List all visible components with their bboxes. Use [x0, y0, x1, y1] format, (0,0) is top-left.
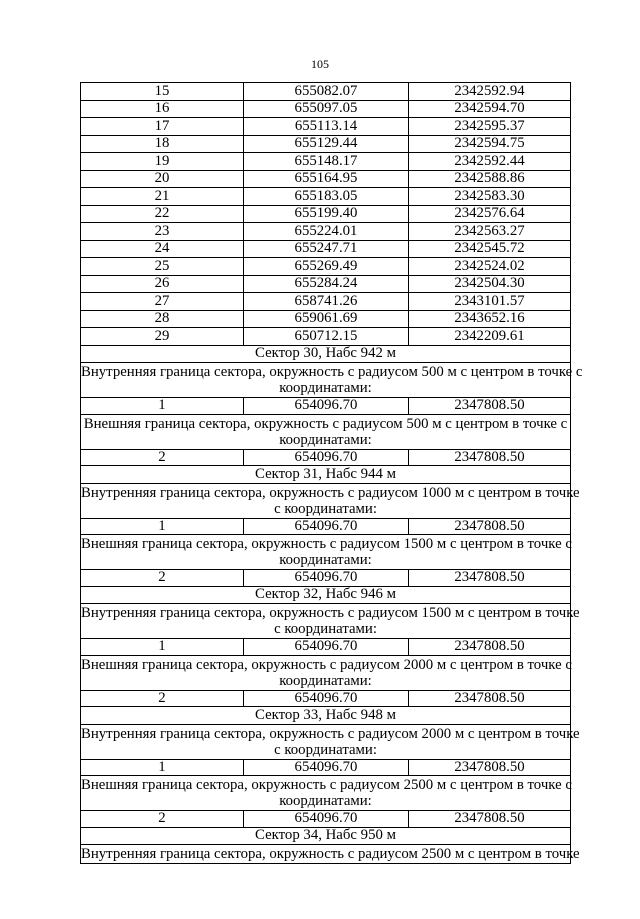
table-row — [81, 240, 571, 258]
coordinate-y: 2342583.30 — [409, 188, 571, 206]
outer-boundary-row — [81, 655, 571, 690]
page-number: 105 — [311, 57, 329, 71]
center-point-row — [81, 639, 571, 656]
coordinate-y: 2347808.50 — [409, 811, 571, 828]
point-number: 28 — [81, 310, 244, 328]
description-line: координатами: — [279, 793, 372, 809]
table-row — [81, 310, 571, 328]
center-point-row — [81, 811, 571, 828]
coordinate-x: 654096.70 — [244, 811, 409, 828]
coordinate-y: 2342594.75 — [409, 135, 571, 153]
table-row — [81, 170, 571, 188]
description-line: координатами: — [279, 552, 372, 568]
table-row — [81, 258, 571, 276]
coordinate-x: 655183.05 — [244, 188, 409, 206]
coordinate-x: 655148.17 — [244, 153, 409, 171]
inner-boundary-description — [81, 483, 580, 518]
description-line: с координатами: — [274, 741, 377, 758]
table-row — [81, 135, 571, 153]
description-line: Внутренняя граница сектора, окружность с радиусом 2000 м с центром в точке — [81, 725, 580, 742]
table-row — [81, 118, 571, 136]
point-number: 23 — [81, 223, 244, 241]
coordinate-x: 654096.70 — [244, 570, 409, 587]
coordinate-y: 2347808.50 — [409, 759, 571, 776]
inner-boundary-row — [81, 483, 571, 518]
coordinates-table-body — [81, 82, 583, 864]
coordinate-x: 655284.24 — [244, 275, 409, 293]
outer-boundary-row — [81, 776, 571, 811]
outer-boundary-description — [81, 414, 571, 449]
table-row — [81, 275, 571, 293]
sector-title: Сектор 31, Набс 944 м — [81, 466, 571, 484]
outer-boundary-description — [81, 655, 571, 690]
sector-title: Сектор 34, Набс 950 м — [81, 827, 571, 845]
sector-title: Сектор 30, Набс 942 м — [81, 345, 571, 363]
inner-boundary-description — [81, 724, 580, 759]
coordinate-x: 654096.70 — [244, 759, 409, 776]
coordinate-x: 655113.14 — [244, 118, 409, 136]
description-line: Внутренняя граница сектора, окружность с радиусом 1000 м с центром в точке — [81, 484, 580, 501]
point-number: 19 — [81, 153, 244, 171]
coordinate-y: 2342592.94 — [409, 83, 571, 101]
description-line: Внутренняя граница сектора, окружность с радиусом 1500 м с центром в точке — [81, 605, 580, 621]
coordinate-x: 654096.70 — [244, 398, 409, 415]
point-number: 26 — [81, 275, 244, 293]
sector-title-row — [81, 827, 571, 845]
point-number: 1 — [81, 639, 244, 656]
coordinate-y: 2342504.30 — [409, 275, 571, 293]
coordinate-y: 2347808.50 — [409, 518, 571, 535]
point-number: 29 — [81, 328, 244, 346]
coordinate-y: 2343101.57 — [409, 293, 571, 311]
table-row — [81, 293, 571, 311]
point-number: 20 — [81, 170, 244, 188]
sector-title-row — [81, 707, 571, 725]
coordinate-x: 654096.70 — [244, 449, 409, 466]
coordinate-y: 2347808.50 — [409, 690, 571, 707]
inner-boundary-row — [81, 845, 571, 864]
point-number: 16 — [81, 100, 244, 118]
sector-title-row — [81, 345, 571, 363]
table-row — [81, 223, 571, 241]
description-line: координатами: — [279, 672, 372, 689]
sector-title-row — [81, 466, 571, 484]
coordinate-x: 655224.01 — [244, 223, 409, 241]
description-line: координатами: — [279, 431, 372, 448]
point-number: 1 — [81, 398, 244, 415]
coordinate-y: 2347808.50 — [409, 570, 571, 587]
point-number: 25 — [81, 258, 244, 276]
coordinate-y: 2342588.86 — [409, 170, 571, 188]
coordinate-y: 2342545.72 — [409, 240, 571, 258]
coordinate-y: 2342209.61 — [409, 328, 571, 346]
point-number: 24 — [81, 240, 244, 258]
outer-boundary-description — [81, 776, 571, 811]
coordinate-x: 655129.44 — [244, 135, 409, 153]
coordinate-y: 2347808.50 — [409, 639, 571, 656]
center-point-row — [81, 690, 571, 707]
coordinate-y: 2342594.70 — [409, 100, 571, 118]
description-line: Внутренняя граница сектора, окружность с радиусом 2500 м с центром в точке — [81, 846, 580, 862]
center-point-row — [81, 518, 571, 535]
description-line: Внешняя граница сектора, окружность с радиусом 500 м с центром в точке с — [83, 415, 568, 432]
coordinate-y: 2347808.50 — [409, 398, 571, 415]
inner-boundary-description — [81, 604, 580, 639]
outer-boundary-row — [81, 535, 571, 570]
point-number: 2 — [81, 570, 244, 587]
coordinate-y: 2342592.44 — [409, 153, 571, 171]
point-number: 18 — [81, 135, 244, 153]
coordinate-x: 655164.95 — [244, 170, 409, 188]
coordinate-x: 655269.49 — [244, 258, 409, 276]
outer-boundary-description — [81, 535, 571, 570]
coordinate-x: 655199.40 — [244, 205, 409, 223]
table-row — [81, 188, 571, 206]
coordinate-y: 2342576.64 — [409, 205, 571, 223]
center-point-row — [81, 449, 571, 466]
inner-boundary-row — [81, 724, 571, 759]
point-number: 1 — [81, 759, 244, 776]
inner-boundary-description — [81, 845, 580, 864]
coordinate-x: 655247.71 — [244, 240, 409, 258]
description-line: Внешняя граница сектора, окружность с радиусом 1500 м с центром в точке с — [81, 536, 572, 552]
point-number: 1 — [81, 518, 244, 535]
point-number: 2 — [81, 690, 244, 707]
sector-title: Сектор 32, Набс 946 м — [81, 586, 571, 604]
coordinate-x: 659061.69 — [244, 310, 409, 328]
description-line: координатами: — [279, 380, 372, 396]
point-number: 2 — [81, 811, 244, 828]
table-row — [81, 328, 571, 346]
point-number: 22 — [81, 205, 244, 223]
outer-boundary-row — [81, 414, 571, 449]
point-number: 17 — [81, 118, 244, 136]
coordinates-table — [80, 82, 583, 864]
coordinate-x: 655082.07 — [244, 83, 409, 101]
description-line: с координатами: — [274, 621, 377, 637]
table-row — [81, 205, 571, 223]
center-point-row — [81, 759, 571, 776]
point-number: 2 — [81, 449, 244, 466]
description-line: Внешняя граница сектора, окружность с радиусом 2000 м с центром в точке с — [81, 656, 572, 673]
description-line: с координатами: — [274, 500, 377, 517]
inner-boundary-row — [81, 604, 571, 639]
coordinate-y: 2342524.02 — [409, 258, 571, 276]
coordinate-y: 2347808.50 — [409, 449, 571, 466]
sector-title-row — [81, 586, 571, 604]
coordinate-y: 2343652.16 — [409, 310, 571, 328]
point-number: 15 — [81, 83, 244, 101]
coordinate-x: 654096.70 — [244, 639, 409, 656]
coordinate-x: 655097.05 — [244, 100, 409, 118]
inner-boundary-description — [81, 363, 583, 398]
coordinate-x: 658741.26 — [244, 293, 409, 311]
coordinate-x: 650712.15 — [244, 328, 409, 346]
sector-title: Сектор 33, Набс 948 м — [81, 707, 571, 725]
coordinate-x: 654096.70 — [244, 518, 409, 535]
inner-boundary-row — [81, 363, 571, 398]
table-row — [81, 83, 571, 101]
center-point-row — [81, 398, 571, 415]
table-row — [81, 153, 571, 171]
point-number: 21 — [81, 188, 244, 206]
point-number: 27 — [81, 293, 244, 311]
coordinate-y: 2342595.37 — [409, 118, 571, 136]
table-row — [81, 100, 571, 118]
description-line: Внешняя граница сектора, окружность с радиусом 2500 м с центром в точке с — [81, 777, 572, 793]
center-point-row — [81, 570, 571, 587]
coordinate-x: 654096.70 — [244, 690, 409, 707]
coordinate-y: 2342563.27 — [409, 223, 571, 241]
description-line: Внутренняя граница сектора, окружность с радиусом 500 м с центром в точке с — [81, 364, 583, 380]
